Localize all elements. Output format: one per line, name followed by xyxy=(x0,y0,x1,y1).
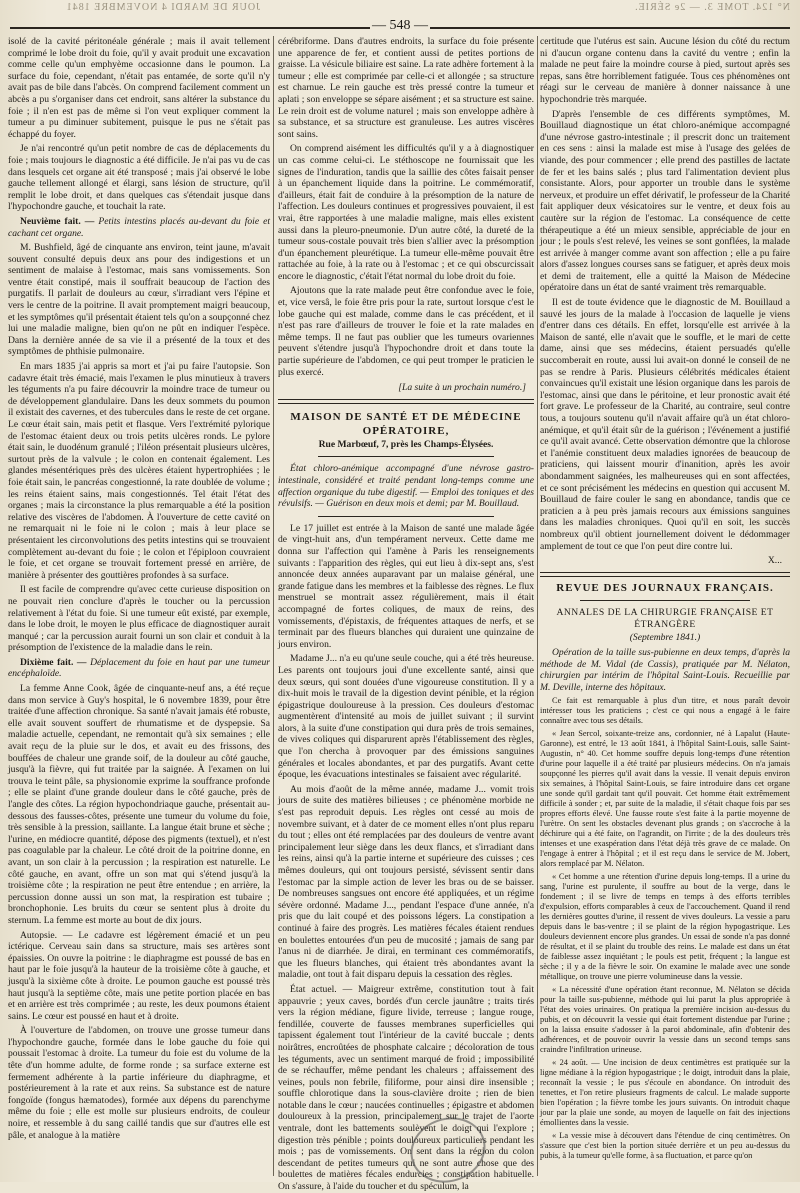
short-rule xyxy=(318,516,494,517)
paragraph: « Jean Sercol, soixante-treize ans, cordonnier, né à Lapalut (Haute-Garonne), est entré, le 13 août 1841, à l'hôpital Saint-Louis, salle Saint-Augustin, n° 40. Cet homme souffre depuis long-temps d'une rétention d'urine pour laquelle il a été traité par plusieurs médecins. On n'a jamais soupçonné les pierres qu'il avait dans la vessie. Il venait depuis environ six semaines, à l'hôpital Saint-Louis, se faire introduire dans cet organe une sonde qu'il gardait tant qu'il pouvait. Cet homme était extrêmement difficile à sonder ; et, par suite de la maladie, il s'était chaque fois par ses propres efforts élevé. Une fausse route s'est faite à la partie moyenne de l'urètre. On sent les obstacles devenant plus grands ; on s'accroche à la déchirure qui a été faite, on l'agrandit, on l'irrite ; de la des douleurs très intenses et une exaspération dans l'état déjà très grave de ce malade. On l'engage à entrer à l'hôpital ; et il est reçu dans le service de M. Jobert, alors remplacé par M. Nélaton. xyxy=(540,729,790,869)
case-heading-9 xyxy=(8,216,270,239)
case-description: Petits intestins placés au-devant du foie et cachant cet organe. xyxy=(8,215,271,239)
continued-note: [La suite à un prochain numéro.] xyxy=(398,382,526,394)
section-address: Rue Marbœuf, 7, près les Champs-Élysées. xyxy=(318,438,494,450)
paragraph: « La nécessité d'une opération étant reconnue, M. Nélaton se décida pour la taille sus-pubienne, méthode qui lui parut la plus appropriée à l'état des voies urinaires. On pratiqua la première incision au-dessus du pubis, et on découvrit la vessie qui était fortement distendue par l'urine ; on la laissa ensuite s'adosser à la paroi abdominale, afin d'obtenir des adhérences, et de pouvoir ouvrir la vessie dans un second temps sans craindre l'infiltration urineuse. xyxy=(540,985,790,1055)
paragraph: Ce fait est remarquable à plus d'un titre, et nous paraît devoir intéresser tous les praticiens ; c'est ce qui nous a engagé à le faire connaître avec tous ses détails. xyxy=(540,696,790,726)
case-summary: État chloro-anémique accompagné d'une névrose gastro-intestinale, considéré et traité pendant long-temps comme une affection organique du tube digestif. — Emploi des toniques et des révulsifs. — Guérison en deux mois et demi; par M. Bouillaud. xyxy=(278,463,534,510)
column-3 xyxy=(540,36,790,1176)
paragraph: M. Bushfield, âgé de cinquante ans environ, teint jaune, m'avait souvent consulté depuis deux ans pour des indigestions et un sentiment de malaise à l'estomac, mais sans vomissements. Son ventre était constipé, mais il souffrait beaucoup de l'action des purgatifs. Il parlait de douleurs au cœur, s'irradiant vers l'épine et vers le centre de la poitrine. Il avait promptement maigri beaucoup, et les symptômes qu'il présentait étaient tels qu'on a soupçonné chez lui une maladie maligne, bien qu'on ne pût en indiquer l'espèce. Dans la dernière année de sa vie il a présenté de la toux et des symptômes de phthisie pulmonaire. xyxy=(8,242,270,358)
column-2 xyxy=(278,36,535,1193)
paragraph: certitude que l'utérus est sain. Aucune lésion du côté du rectum ni d'aucun organe contenu dans la cavité du ventre ; enfin la malade ne peut faire la moindre course à pied, surtout après ses repas, sans être horriblement fatiguée. Tous ces phénomènes ont réagi sur le cerveau de manière à donner naissance à une hypochondrie très marquée. xyxy=(540,36,790,105)
column-1 xyxy=(8,36,270,1176)
paragraph: isolé de la cavité péritonéale générale ; mais il avait tellement comprimé le lobe droit du foie, qu'il y avait produit une excavation comme celle qu'un emphyème occasionne dans le poumon. La surface du foie, cependant, n'était pas entamée, de sorte qu'il n'y avait pas de bile dans l'abcès. On comprend facilement comment un abcès a pu s'organiser dans cet endroit, sans altérer la substance du foie ; il n'en est pas de même si l'on veut expliquer comment la tumeur a pu diminuer subitement, puisque le pus ne s'était pas échappé du foyer. xyxy=(8,36,270,140)
paragraph: « Cet homme a une rétention d'urine depuis long-temps. Il a urine du sang, l'urine est purulente, il souffre au bout de la verge, dans le fondement ; il se livre de temps en temps à des efforts terribles d'expulsion, efforts comparables à ceux de l'accouchement. Quand il rend les dernières gouttes d'urine, il ressent de vives douleurs. La vessie a paru depuis dans le bas-ventre ; il se plaint de la région hypogastrique. Les douleurs deviennent encore plus grandes. Un essai de sonde n'a pas donné de résultat, et il se plaint du trouble des reins. Le malade est dans un état de faiblesse assez inquiétant ; le pouls est petit, fréquent ; la langue est sèche ; il y a de la fièvre le soir. On examine le malade avec une sonde métallique, on trouve une pierre volumineuse dans la vessie. xyxy=(540,872,790,982)
paragraph: À l'ouverture de l'abdomen, on trouve une grosse tumeur dans l'hypochondre gauche, formée dans le lobe gauche du foie qui poussait l'estomac à droite. La tumeur du foie est du volume de la tête d'un homme adulte, de forme ronde ; sa surface externe est fermement adhérente à la partie inférieure du diaphragme, et postérieurement à la rate et aux reins. Sa substance est de nature fongoïde (fongus hæmatodes), formée aux dépens du parenchyme même du foie ; elle est molle sur plusieurs endroits, de couleur noire, et ressemble à du sang caillé tandis que sur d'autres elle est pâle, et analogue à la matière xyxy=(8,1025,270,1141)
bleed-through-header-left: JOUR DE MARDI 4 NOVEMBRE 1841 xyxy=(65,2,260,13)
case-label: Dixième fait. — xyxy=(20,656,87,668)
paragraph: Il est facile de comprendre qu'avec cette curieuse disposition on ne pouvait rien conclure d'après le toucher ou la percussion relativement à l'état du foie. Si une tumeur eût existé, par exemple, dans le lobe droit, le moyen le plus efficace de diagnostiquer aurait manqué ; car la percussion aurait fourni un son clair et conduit à la présomption de l'existence de la maladie dans le rein. xyxy=(8,584,270,654)
paragraph: « La vessie mise à découvert dans l'étendue de cinq centimètres. On s'assure que c'est bien la portion située derrière et un peu au-dessus du pubis, à la tumeur qu'elle forme, à sa fluctuation, et parce qu'on xyxy=(540,1131,790,1161)
review-title: REVUE DES JOURNAUX FRANÇAIS. xyxy=(556,581,774,594)
paragraph: Le 17 juillet est entrée à la Maison de santé une malade âgée de vingt-huit ans, d'un tempérament nerveux. Cette dame me donna sur l'affection qui l'amène à Paris les renseignements suivants : l'apparition des règles, qui eut lieu à dix-sept ans, s'est annoncée deux années auparavant par un malaise général, une grande fatigue dans les membres et la faiblesse des règnes. Le flux menstruel se montrait assez régulièrement, mais il était accompagné de fortes coliques, de maux de reins, des vomissements, d'épistaxis, de fréquentes attaques de nerfs, et se terminait par des flueurs blanches qui duraient une quinzaine de jours environ. xyxy=(278,522,534,650)
review-journal: ANNALES DE LA CHIRURGIE FRANÇAISE ET ÉTRANGÈRE xyxy=(556,607,774,630)
paragraph: Autopsie. — Le cadavre est légèrement émacié et un peu ictérique. Cerveau sain dans sa structure, mais ses artères sont épaissies. On ouvre la poitrine : le diaphragme est poussé de bas en haut par le foie jusqu'à la hauteur de la troisième côte à gauche, et jusqu'à la sixième côte à droite. Le poumon gauche est poussé très haut jusqu'à la septième côte, mais une petite portion placée en bas et en arrière est très comprimée ; au reste, les deux poumons étaient sains. Le cœur est poussé en haut et à droite. xyxy=(8,929,270,1022)
paragraph: Il est de toute évidence que le diagnostic de M. Bouillaud a sauvé les jours de la malade à l'occasion de laquelle je viens d'entrer dans ces détails. En effet, lorsqu'elle est arrivée à la Maison de santé, elle n'avait que le souffle, et le mari de cette dame, ainsi que ses médecins, étaient persuadés qu'elle succomberait en route, aussi lui avait-on donné le conseil de ne pas se rendre à Paris. Plusieurs célébrités médicales étaient convaincues qu'il existait une lésion organique dans les parois de l'estomac, ainsi que dans le péritoine, et leur pronostic avait été fort grave. Le professeur de la Charité, au contraire, seul contre tous, a toujours soutenu qu'il n'avait affaire qu'à un état chloro-anémique, et qu'il était sûr de la guérison ; l'événement a justifié ce qu'il avait avancé. Cette observation démontre que la chlorose et l'anémie constituent deux maladies ignorées de beaucoup de praticiens, qui laissent mourir d'inanition, après les avoir abondamment saignées, les malheureuses qui en sont affectées, et ce sont précisément les médecins en question qui accusent M. Bouillaud de faire couler le sang en abondance, tandis que ce praticien a à peu près jamais recours aux émissions sanguines dans les maladies chroniques. Quoi qu'il en soit, les succès nombreux qu'il obtient journellement doivent le dédommager amplement de tout ce que l'on peut dire contre lui. xyxy=(540,297,790,552)
short-rule xyxy=(318,456,494,457)
short-rule xyxy=(580,600,750,601)
column-rule-2 xyxy=(537,36,538,1176)
paragraph: Au mois d'août de la même année, madame J... vomit trois jours de suite des matières bilieuses ; ce phénomène morbide ne s'est pas reproduit depuis. Les règles ont cessé au mois de novembre suivant, et à dater de ce moment elles n'ont plus reparu du tout ; elles ont été remplacées par des douleurs de ventre avant principalement leur siège dans les deux flancs, et s'irradiant dans les reins, ainsi qu'à la partie interne et supérieure des cuisses ; ces mêmes douleurs, qui ont toujours persisté, sévissent sentir dans l'estomac par la simple action de lever les bras ou de se baisser. De nombreuses sangsues ont encore été appliquées, et un régime sévère ordonné. Madame J..., pendant l'espace d'une année, n'a pris que du lait coupé et des poissons légers. La constipation a continué à faire des progrès. Les matières fécales étaient rendues en boulettes entourées d'un peu de mucosité ; jamais de sang par l'anus ni de diarrhée. Je dirai, en terminant ces commémoratifs, que les flueurs blanches, qui étaient très abondantes avant la maladie, ont tout à fait disparu depuis la cessation des règles. xyxy=(278,783,534,981)
paragraph: Ajoutons que la rate malade peut être confondue avec le foie, et, vice versâ, le foie être pris pour la rate, surtout lorsque c'est le lobe gauche qui est malade, comme dans le cas précédent, et il n'est pas rare d'ailleurs de trouver le foie et la rate malades en même temps. Il ne faut pas oublier que les tumeurs ovariennes peuvent s'étendre jusqu'à l'hypochondre droit et dans toute la partie supérieure de l'abdomen, ce qui peut tromper le praticien le plus exercé. xyxy=(278,285,534,378)
paragraph: État actuel. — Maigreur extrême, constitution tout à fait appauvrie ; yeux caves, bordés d'un cercle jaunâtre ; traits tirés vers la région médiane, figure livide, terreuse ; langue rouge, fendillée, couverte de fausses membranes superficielles qui tapissent également tout l'intérieur de la cavité buccale ; dents noirâtres, encroûtées de phosphate calcaire ; décoloration de tous les téguments, avec un sentiment marqué de froid ; impossibilité de se réchauffer, même pendant les chaleurs ; affaissement des veines, pouls non febrile, filiforme, pour ainsi dire insensible ; souffle chlorotique dans la sous-clavière droite ; rien de bien notable dans le cœur ; naucées continuelles ; épigastre et abdomen douloureux à la pression, principalement sur le trajet de l'aorte ventrale, dont les battements soulèvent le doigt qui l'explore ; digestion très pénible ; points douloureux particuliers pendant les mois ; pas de vomissements. On sent dans la région du colon descendant de petites tumeurs qui ne sont autre chose que des boulettes de matières fécales endurcies ; constipation habituelle. On s'assure, à l'aide du toucher et du spéculum, la xyxy=(278,983,534,1193)
page-number: — 548 — xyxy=(372,18,428,33)
case-label: Neuvième fait. — xyxy=(20,215,95,227)
review-intro: Opération de la taille sus-pubienne en deux temps, d'après la méthode de M. Vidal (de Cassis), pratiquée par M. Nélaton, chirurgien par intérim de l'hôpital Saint-Louis. Recueillie par M. Deville, interne des hôpitaux. xyxy=(540,647,790,693)
case-heading-10 xyxy=(8,657,270,680)
paragraph: « 24 août. — Une incision de deux centimètres est pratiquée sur la ligne médiane à la région hypogastrique ; le doigt, introduit dans la plaie, reconnaît la vessie ; le pus s'écoule en abondance. On introduit des tenettes, et l'on retire plusieurs fragments de calcul. Le malade supporte bien l'opération ; la fièvre tombe les jours suivants. On introduit chaque jour par la plaie une sonde, au moyen de laquelle on fait des injections émollientes dans la vessie. xyxy=(540,1058,790,1128)
case-description: Déplacement du foie en haut par une tumeur encéphaloïde. xyxy=(8,656,270,680)
paragraph: En mars 1835 j'ai appris sa mort et j'ai pu faire l'autopsie. Son cadavre était très émacié, mais l'examen le plus minutieux à travers les téguments n'a pu faire découvrir la moindre trace de tumeur ou de développement glandulaire. Dans les deux sommets du poumon il existait des cavernes, et des tubercules dans le reste de cet organe. Le cœur était sain, mais petit et flasque. Vers l'extrémité pylorique de l'estomac étaient deux ou trois petits ulcères ronds. Le pylore était sain, le duodénum granulé ; l'iléon présentait plusieurs ulcères, surtout près de la valvule ; le colon en contenait également. Les glandes mésentériques près des ulcères étaient hypertrophiées ; le foie était sain, le pancréas congestionné, la rate doublée de volume ; les reins étaient sains, mais congestionnés. Tel était l'état des organes ; mais la circonstance la plus remarquable a été la position relative des viscères de l'abdomen. À l'ouverture de cette cavité on ne remarquait ni le foie ni le colon ; mais à leur place se présentaient les circonvolutions des petits intestins qui se trouvaient complètement au-devant du foie ; le colon et l'épiploon couvraient le foie, et cet organe se trouvait fortement pressé en arrière, de manière à présenter des gouttières profondes à sa surface. xyxy=(8,361,270,581)
paragraph: D'après l'ensemble de ces différents symptômes, M. Bouillaud diagnostique un état chloro-anémique accompagné d'une névrose gastro-intestinale ; il prescrit donc un traitement en ces sens : ainsi la malade est mise à l'usage des gelées de viande, des pour commencer ; elle prend des pastilles de lactate de fer et les bains salés ; plus tard l'alimentation devient plus consistante. Alors, pour apporter un trouble dans le système nerveux, et produire un effet dérivatif, le professeur de la Charité fait appliquer deux vésicatoires sur le ventre, et deux fois au cautère sur la région de l'estomac. La conséquence de cette thérapeutique a été un mieux sensible, appréciable de jour en jour ; le pouls s'est relevé, les veines se sont gonflées, la malade est arrivée à manger comme avant son affection ; elle a pu faire alors d'assez longues courses sans se fatiguer, et après deux mois et demi de traitement, elle a quitté la Maison de Médecine opératoire dans un état de santé vraiment très remarquable. xyxy=(540,108,790,294)
signature: X... xyxy=(767,555,782,567)
section-divider xyxy=(540,572,790,577)
review-date: (Septembre 1841.) xyxy=(629,631,701,643)
paragraph: cérébriforme. Dans d'autres endroits, la surface du foie présente une apparence de fer, et contient aussi de petites portions de graisse. La vésicule biliaire est saine. La rate adhère fortement à la tumeur ; elle est comprimée par celle-ci et allongée ; sa structure est charnue. Le rein gauche est très pressé contre la tumeur et aplati ; son enveloppe se sépare aisément ; et sa structure est saine. Le rein droit est de volume naturel ; mais son enveloppe adhère à sa substance, et sa structure est granuleuse. Les autres viscères sont sains. xyxy=(278,36,535,140)
paragraph: On comprend aisément les difficultés qu'il y a à diagnostiquer un cas comme celui-ci. Le stéthoscope ne fournissait que les signes de l'induration, tandis que la saillie des côtes faisait penser à un épanchement liquide dans la poitrine. Le commémoratif, d'ailleurs, était fait de conduire à la présomption de la nature de l'affection. Les douleurs continues et progressives pouvaient, il est vrai, être rapportées à une maladie maligne, mais elles existent aussi dans la pleuro-pneumonie. D'un autre côté, la dureté de la tumeur sous-costale pouvait très bien s'allier avec la présomption d'un épanchement pleurétique. La tumeur elle-même pouvait être rattachée au foie, à la rate ou à l'estomac ; et ce qui obscurcissait encore le diagnostic, c'était l'état normal du lobe droit du foie. xyxy=(278,143,534,282)
paragraph: Je n'ai rencontré qu'un petit nombre de cas de déplacements du foie ; mais toujours le diagnostic a été difficile. Je n'ai pas vu de cas dans lesquels cet organe ait été transposé ; mais j'ai observé le lobe gauche tellement allongé et élargi, sans lésion de structure, qu'il remplit le lobe droit, et dans quelques cas s'étendait jusque dans l'hypochondre gauche, et touchait la rate. xyxy=(8,143,270,213)
column-rule-1 xyxy=(273,36,274,1176)
paragraph: Madame J... n'a eu qu'une seule couche, qui a été très heureuse. Les parents ont toujours joui d'une excellente santé, ainsi que deux sœurs, qui sont douées d'une vigoureuse constitution. Il y a dix-huit mois le travail de la digestion devint pénible, et la région épigastrique douloureuse à la pression. Ces douleurs d'estomac augmentèrent d'intensité au mois de juillet suivant ; il survint alors, à la suite d'une constipation qui dura près de trois semaines, de vives coliques qui disparurent après l'établissement des règles, que l'on chercha à provoquer par des émissions sanguines générales et locales abondantes, et par des purgatifs. Avant cette époque, les évacuations intestinales se faisaient avec régularité. xyxy=(278,653,534,781)
paragraph: La femme Anne Cook, âgée de cinquante-neuf ans, a été reçue dans mon service à Guy's hospital, le 6 novembre 1839, pour être traitée d'une affection chronique. Sa santé n'avait jamais été robuste, elle avait souvent souffert de rhumatisme et de dyspepsie. Sa maladie actuelle, cependant, ne remontait qu'à six semaines ; elle avait reçu de la pluie sur le dos, et avait eu des frissons, des bouffées de chaleur une grande soif, de la douleur au côté gauche, jusqu'à la fièvre, qui fut traitée par la saignée. À l'examen on lui trouva le teint pâle, sa physionomie exprime la souffrance profonde ; elle se plaint d'une grande douleur dans le côté gauche, près de l'angle des côtes. La région hypochondriaque gauche, présentait au-dessous des fausses-côtes, présente une tumeur du volume du foie, très sensible à la pression, saillante. La langue était brune et sèche ; l'urine, en médiocre quantité, dépose des pigments (textuel), et n'est pas coagulable par la chaleur. Le côté droit de la poitrine donne, en avant, un son clair à la percussion ; la respiration est naturelle. Le côté gauche, en avant, offre un son mat qui s'étend jusqu'à la troisième côte ; la respiration ne peut être entendue ; en arrière, la percussion donne aussi un son mat, la respiration est tubaire ; bronchophonie. Les bruits du cœur se sentent plus à droite du sternum. La femme est morte au bout de dix jours. xyxy=(8,683,270,926)
bleed-through-header-right: N° 124. TOME 3. — 2e SÉRIE. xyxy=(634,2,790,13)
section-divider xyxy=(278,399,534,404)
section-title: MAISON DE SANTÉ ET DE MÉDECINE OPÉRATOIRE, xyxy=(290,410,522,437)
